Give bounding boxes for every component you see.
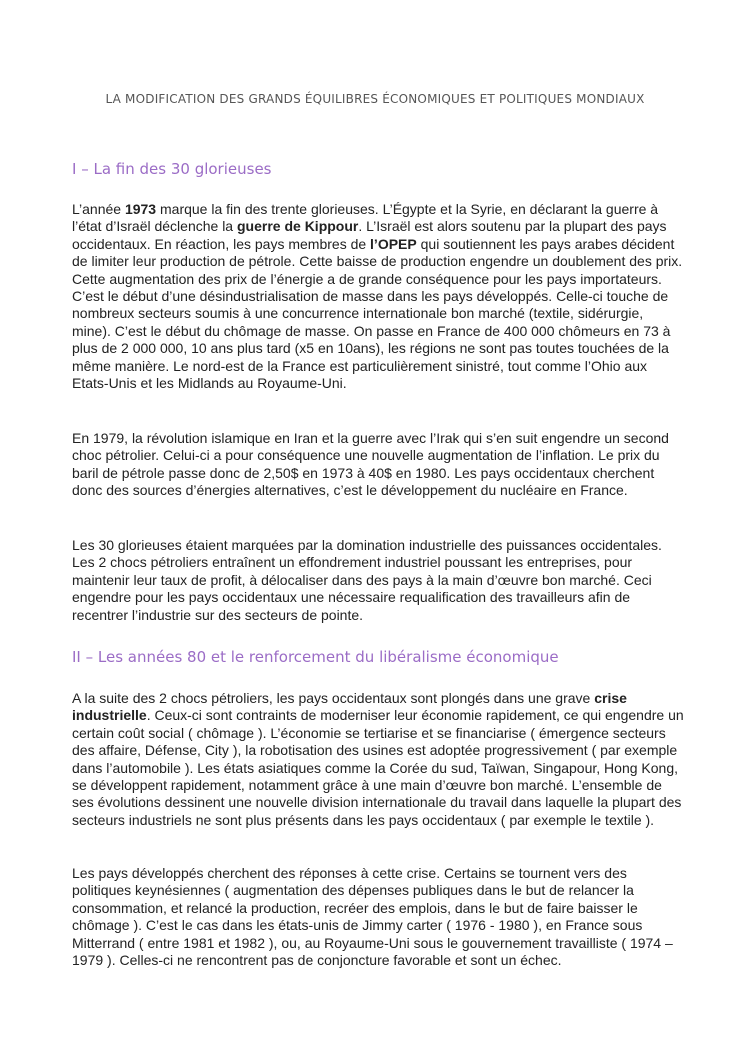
section-heading-2: II – Les années 80 et le renforcement du libéralisme économique	[72, 648, 559, 666]
bold-text-run: 1973	[124, 201, 157, 217]
text-run: qui soutiennent les pays arabes décident de limiter leur production de pétrole. Cette baisse de production engendre un doublement des prix. Cette augmentation des prix de l’énergie a de grande conséquence pour les pays importateurs. C’est le début d’une désindustrialisation de masse dans les pays développés. Celle-ci touche de nombreux secteurs soumis à une concurrence internationale bon marché (textile, sidérurgie, mine). C’est le début du chômage de masse. On passe en France de 400 000 chômeurs en 73 à plus de 2 000 000, 10 ans plus tard (x5 en 10ans), les régions ne sont pas toutes touchées de la même manière. Le nord-est de la France est particulièrement sinistré, tout comme l’Ohio aux Etats-Unis et les Midlands au Royaume-Uni.	[72, 235, 683, 392]
paragraph	[72, 865, 684, 969]
bold-text-run: guerre de Kippour	[237, 218, 359, 235]
text-run: . Ceux-ci sont contraints de moderniser leur économie rapidement, ce qui engendre un certain coût social ( chômage ). L’économie se tertiarise et se financiarise ( émergence secteurs des affaire, Défense, City ), la robotisation des usines est adoptée progressivement ( par exemple dans l’automobile ). Les états asiatiques comme la Corée du sud, Taïwan, Singapour, Hong Kong, se développent rapidement, notamment grâce à une main d’œuvre bon marché. L’ensemble de ses évolutions dessinent une nouvelle division internationale du travail dans laquelle la plupart des secteurs industriels ne sont plus présents dans les pays occidentaux ( par exemple le textile ).	[72, 707, 684, 828]
paragraph	[72, 690, 684, 829]
document-title: LA MODIFICATION DES GRANDS ÉQUILIBRES ÉCONOMIQUES ET POLITIQUES MONDIAUX	[105, 92, 645, 106]
text-run: marque la fin des trente glorieuses. L’Égypte et la Syrie, en déclarant la guerre à l’état d’Israël déclenche la	[72, 201, 659, 235]
paragraph	[72, 537, 684, 624]
paragraph	[72, 201, 684, 392]
text-run: . L’Israël est alors soutenu par la plupart des pays occidentaux. En réaction, les pays membres de	[72, 218, 667, 252]
section-heading-1: I – La fin des 30 glorieuses	[72, 160, 272, 178]
text-run: En 1979, la révolution islamique en Iran et la guerre avec l’Irak qui s’en suit engendre un second choc pétrolier. Celui-ci a pour conséquence une nouvelle augmentation de l’inflation. Le prix du baril de pétrole passe donc de 2,50$ en 1973 à 40$ en 1980. Les pays occidentaux cherchent donc des sources d’énergies alternatives, c’est le développement du nucléaire en France.	[72, 430, 669, 499]
bold-text-run: crise industrielle	[72, 690, 627, 724]
text-run: L’année	[72, 201, 125, 217]
text-run: A la suite des 2 chocs pétroliers, les pays occidentaux sont plongés dans une grave	[72, 690, 595, 706]
bold-text-run: l’OPEP	[370, 235, 417, 252]
text-run: Les 30 glorieuses étaient marquées par la domination industrielle des puissances occidentales. Les 2 chocs pétroliers entraînent un effondrement industriel poussant les entreprises, pour maintenir leur taux de profit, à délocaliser dans des pays à la main d’œuvre bon marché. Ceci engendre pour les pays occidentaux une nécessaire requalification des travailleurs afin de recentrer l’industrie sur des secteurs de pointe.	[72, 537, 662, 623]
text-run: Les pays développés cherchent des réponses à cette crise. Certains se tournent vers des politiques keynésiennes ( augmentation des dépenses publiques dans le but de relancer la consommation, et relancé la production, recréer des emplois, dans le but de faire baisser le chômage ). C’est le cas dans les états-unis de Jimmy carter ( 1976 - 1980 ), en France sous Mitterrand ( entre 1981 et 1982 ), ou, au Royaume-Uni sous le gouvernement travailliste ( 1974 – 1979 ). Celles-ci ne rencontrent pas de conjoncture favorable et sont un échec.	[72, 865, 673, 969]
paragraph	[72, 430, 684, 500]
